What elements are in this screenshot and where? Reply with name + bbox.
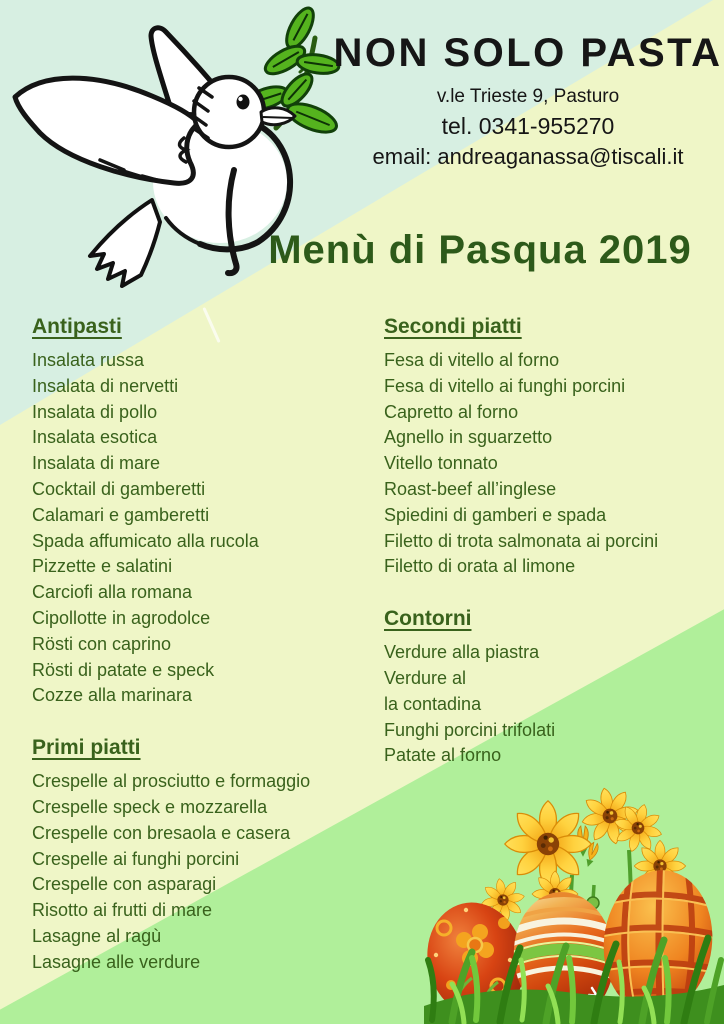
easter-eggs-illustration — [424, 780, 724, 1024]
menu-item: Crespelle con bresaola e casera — [32, 822, 291, 843]
restaurant-email: email: andreaganassa@tiscali.it — [372, 144, 684, 170]
menu-item: Lasagne alle verdure — [32, 951, 201, 972]
menu-item: Spada affumicato alla rucola — [32, 530, 259, 551]
menu-item: Pizzette e salatini — [32, 556, 173, 577]
menu-item: Fesa di vitello al forno — [384, 350, 560, 370]
menu-item: Calamari e gamberetti — [32, 504, 210, 525]
section-items — [32, 769, 380, 975]
section-items — [384, 640, 724, 769]
restaurant-address: v.le Trieste 9, Pasturo — [436, 86, 620, 107]
menu-item: Insalata di pollo — [32, 401, 158, 422]
menu-item: la contadina — [384, 693, 482, 714]
menu-column-left — [32, 312, 380, 976]
restaurant-phone: tel. 0341-955270 — [441, 112, 615, 139]
menu-item: Fesa di vitello ai funghi porcini — [384, 375, 626, 396]
menu-item: Crespelle con asparagi — [32, 874, 217, 895]
menu-item: Rösti di patate e speck — [32, 659, 215, 680]
menu-item: Capretto al forno — [384, 401, 519, 422]
menu-column-right — [384, 312, 724, 769]
menu-item: Filetto di trota salmonata ai porcini — [384, 530, 659, 551]
section-antipasti — [32, 312, 380, 709]
section-heading: Antipasti — [32, 315, 122, 338]
menu-item: Agnello in sguarzetto — [384, 427, 553, 448]
section-items — [384, 348, 724, 580]
section-items — [32, 348, 380, 709]
menu-item: Rösti con caprino — [32, 633, 172, 654]
page-title: Menù di Pasqua 2019 — [268, 228, 692, 272]
menu-item: Patate al forno — [384, 745, 502, 766]
menu-item: Spiedini di gamberi e spada — [384, 504, 607, 525]
menu-item: Cozze alla marinara — [32, 685, 193, 706]
header — [333, 30, 723, 171]
menu-item: Risotto ai frutti di mare — [32, 900, 213, 921]
menu-item: Insalata russa — [32, 350, 145, 370]
menu-item: Funghi porcini trifolati — [384, 719, 556, 740]
easter-eggs-icon — [424, 780, 724, 1024]
menu-item: Cocktail di gamberetti — [32, 478, 206, 499]
menu-item: Crespelle ai funghi porcini — [32, 848, 240, 869]
menu-item: Roast-beef all’inglese — [384, 478, 557, 499]
menu-item: Carciofi alla romana — [32, 582, 193, 603]
menu-item: Insalata di nervetti — [32, 375, 179, 396]
menu-item: Cipollotte in agrodolce — [32, 607, 211, 628]
menu-item: Verdure alla piastra — [384, 642, 540, 663]
menu-item: Insalata di mare — [32, 453, 161, 474]
menu-item: Crespelle speck e mozzarella — [32, 796, 268, 817]
section-heading: Secondi piatti — [384, 315, 522, 338]
menu-item: Lasagne al ragù — [32, 925, 162, 946]
section-heading: Contorni — [384, 607, 472, 631]
menu-item: Crespelle al prosciutto e formaggio — [32, 771, 311, 792]
menu-item: Vitello tonnato — [384, 453, 498, 474]
menu-item: Filetto di orata al limone — [384, 556, 576, 577]
menu-item: Verdure al — [384, 667, 467, 688]
section-secondi-piatti — [384, 312, 724, 580]
section-heading: Primi piatti — [32, 736, 141, 760]
restaurant-name: NON SOLO PASTA — [333, 31, 723, 75]
section-primi-piatti — [32, 733, 380, 975]
section-contorni — [384, 604, 724, 769]
menu-item: Insalata esotica — [32, 427, 158, 448]
